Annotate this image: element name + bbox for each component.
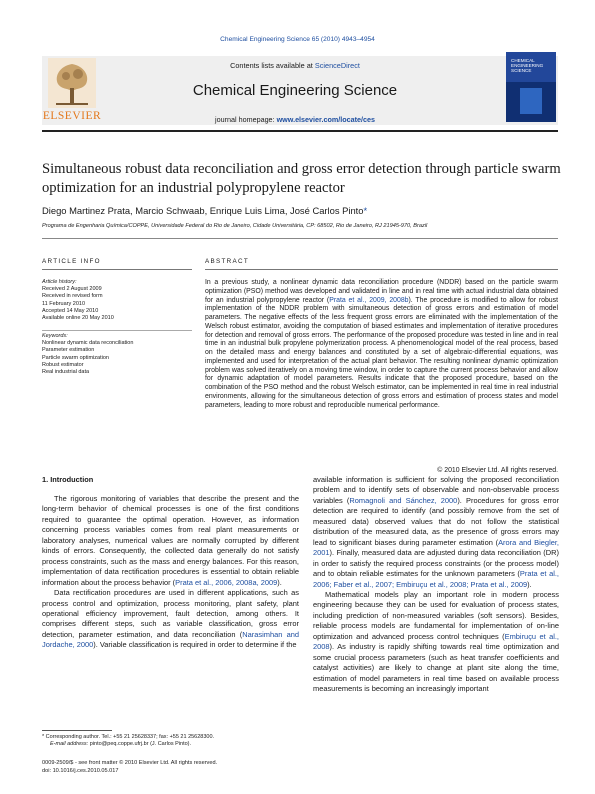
abstract-part: ). The procedure is modified to allow for robust implementation of the NDDR problem with simultaneous detection of gross errors and estimation of model parameters. The negative effects of the less frequent gross errors are eliminated with the implementation of the Welsch robust estimator, avoiding the computation of biased estimates and implementation of iterative procedures for detection and removal of gross errors. The performance of the proposed procedure was tested in line and in real time in an industrial bulk propylene polymerization process. A phenomenological model of the real process, based on the detailed mass and energy balances and constituted by a set of algebraic-differential equations, was implemented and used for interpretation of the actual plant behavior. The resulting nonlinear dynamic optimization problem was solved iteratively on a moving time window, in order to capture the current process behavior and allow for dynamic adaptation of model parameters. Results indicate that the proposed procedure, based on the combination of the PSO method and the robust Welsch estimator, can be implemented in real time in real industrial environments, allowing for the simultaneous detection of gross errors and estimation of process states and model parameters, leading to more robust and reproducible numerical performance. (205, 296, 559, 409)
paragraph (42, 588, 299, 651)
issn-doi-block (42, 760, 299, 776)
authors (42, 205, 562, 216)
article-title: Simultaneous robust data reconciliation and gross error detection through particle swarm optimization for an industrial polypropylene reactor (42, 161, 561, 196)
intro-left-column (42, 494, 299, 651)
section-heading-introduction: 1. Introduction (42, 475, 94, 484)
paragraph (313, 475, 559, 590)
citation-link[interactable]: Prata et al., 2009, 2008b (329, 296, 409, 304)
paragraph-text: ). (527, 579, 532, 589)
article-info-rule (42, 269, 192, 270)
email-label: E-mail address: (50, 741, 89, 748)
keywords-rule (42, 330, 192, 331)
doi-line[interactable]: doi: 10.1016/j.ces.2010.05.017 (42, 767, 119, 774)
article-info-heading: ARTICLE INFO (42, 258, 101, 265)
history-item: Received in revised form (42, 293, 103, 300)
elsevier-tree-icon (48, 58, 96, 108)
keyword: Particle swarm optimization (42, 354, 109, 361)
paragraph-text: ). As industry is rapidly shifting towards real time optimization and some crucial process parameters (such as heat transfer coefficients and catalyst activities) are likely to change at plant site along the time, estimation of model parameters in real time based on available process measurements is becoming an increasingly important (313, 642, 559, 694)
abstract-part: In a previous study, a nonlinear dynamic data reconciliation procedure (NDDR) based on the particle swarm optimization (PSO) method was developed and validated in line and in real time with actual industrial data obtained for an industrial polypropylene reactor ( (205, 279, 558, 304)
title-rule (42, 238, 558, 239)
intro-right-column (313, 475, 559, 695)
homepage-prefix: journal homepage: (215, 115, 277, 124)
citation-link[interactable]: Prata et al., 2006, 2008a, 2009 (175, 577, 278, 587)
keyword: Robust estimator (42, 361, 84, 368)
abstract-rule (205, 269, 558, 270)
paragraph-text: ). Procedures for gross error detection are required to identify (and possibly remove from the set of measured data) observed values that do not follow the statistical distribution of the measured data, as the presence of gross errors may lead to significant biases during parameter estimation ( (313, 495, 560, 547)
citation-link[interactable]: Embiruçu et al., 2008 (313, 631, 559, 652)
footnote-rule (42, 730, 112, 731)
abstract-text (205, 279, 558, 410)
history-label: Article history: (42, 279, 77, 285)
paragraph-text: ). Variable classification is required in order to determine if the (93, 640, 297, 650)
article-history (42, 279, 192, 322)
keywords (42, 333, 192, 376)
history-item: Accepted 14 May 2010 (42, 307, 99, 314)
keyword: Real industrial data (42, 369, 90, 376)
sciencedirect-link[interactable]: ScienceDirect (314, 61, 360, 70)
paragraph-text: Mathematical models play an important role in modern process engineering because they can be used for evaluation of process states, including prediction of non-measured variables (soft sensors). Besides, reliable process models are fundamental for implementation of on-line optimization and advanced process control techniques ( (313, 589, 559, 641)
citation-link[interactable]: Romagnoli and Sánchez, 2000 (349, 495, 458, 505)
paragraph-text: Data rectification procedures are used in different applications, such as process control and optimization, process monitoring, plant safety, plant operational efficiency improvement, fault detection, among others. It comprises different steps, such as variable classification, gross error detection, parameter estimation, and data reconciliation ( (42, 588, 299, 639)
footnote-text: Corresponding author. Tel.: +55 21 25628337; fax: +55 21 25628300. (45, 734, 215, 740)
homepage-line (105, 115, 485, 124)
citation-link[interactable]: Narasimhan and Jordache, 2000 (42, 629, 300, 650)
cover-graphic (520, 88, 542, 114)
keyword: Parameter estimation (42, 347, 95, 354)
citation-link[interactable]: Prata et al., 2006; Faber et al., 2007; Embiruçu et al., 2008; Prata et al., 2009 (313, 569, 559, 589)
elsevier-wordmark: ELSEVIER (42, 110, 102, 122)
journal-title: Chemical Engineering Science (192, 82, 398, 99)
keyword: Nonlinear dynamic data reconciliation (42, 340, 134, 347)
abstract-heading: ABSTRACT (205, 258, 249, 265)
issn-line: 0009-2509/$ - see front matter © 2010 Elsevier Ltd. All rights reserved. (42, 760, 218, 766)
footnote-line (42, 741, 299, 748)
paragraph-text: available information is sufficient for solving the proposed reconciliation problem and to identify sets of observable and non-observable process variables ( (313, 475, 559, 505)
corresponding-author-marker[interactable]: * (363, 205, 368, 216)
history-item: Available online 20 May 2010 (42, 315, 114, 322)
homepage-link[interactable]: www.elsevier.com/locate/ces (276, 115, 375, 124)
abstract-copyright: © 2010 Elsevier Ltd. All rights reserved. (437, 467, 558, 474)
history-item: 11 February 2010 (42, 300, 86, 307)
footnote-marker: * (42, 734, 45, 740)
affiliation: Programa de Engenharia Química/COPPE, Universidade Federal do Rio de Janeiro, Cidade Universitária, CP: 68502, Rio de Janeiro, RJ 21945-970, Brazil (42, 223, 428, 229)
citation-link[interactable]: Arora and Biegler, 2001 (313, 537, 559, 558)
paragraph-text: ). Finally, measured data are adjusted during data reconciliation (DR) in order to satisfy the required process constraints (or the process model) and to obtain reliable estimates for the unknown parameters ( (313, 548, 559, 579)
contents-prefix: Contents lists available at (230, 61, 315, 70)
elsevier-logo[interactable] (42, 56, 102, 126)
header-rule (42, 130, 558, 132)
paragraph (313, 590, 559, 695)
history-item: Received 2 August 2009 (42, 286, 102, 293)
paragraph-text: The rigorous monitoring of variables that describe the present and the long-term behavior of chemical processes is one of the first conditions required to guarantee the optimal operation. However, as information concerning process variables comes from real plant measurements or laboratory analyses, numerical values are normally corrupted by different kinds of errors. Consequently, the collected data generally do not satisfy process constraints, such as the mass and energy balances. For this reason, implementation of data rectification procedures is essential to obtain reliable information about the process behavior ( (42, 494, 299, 587)
cover-title: CHEMICAL ENGINEERING SCIENCE (511, 58, 544, 73)
email-address[interactable]: pinto@peq.coppe.ufrj.br (J. Carlos Pinto). (89, 741, 192, 748)
author-names: Diego Martinez Prata, Marcio Schwaab, Enrique Luis Lima, José Carlos Pinto (42, 205, 364, 216)
paragraph-text: ). (277, 577, 282, 587)
footnote-line (42, 734, 299, 741)
footnote (42, 734, 299, 748)
contents-line (105, 61, 485, 70)
journal-reference[interactable]: Chemical Engineering Science 65 (2010) 4943–4954 (220, 36, 375, 43)
keywords-label: Keywords: (42, 333, 68, 339)
journal-cover-image[interactable] (506, 52, 556, 122)
paragraph (42, 494, 299, 588)
